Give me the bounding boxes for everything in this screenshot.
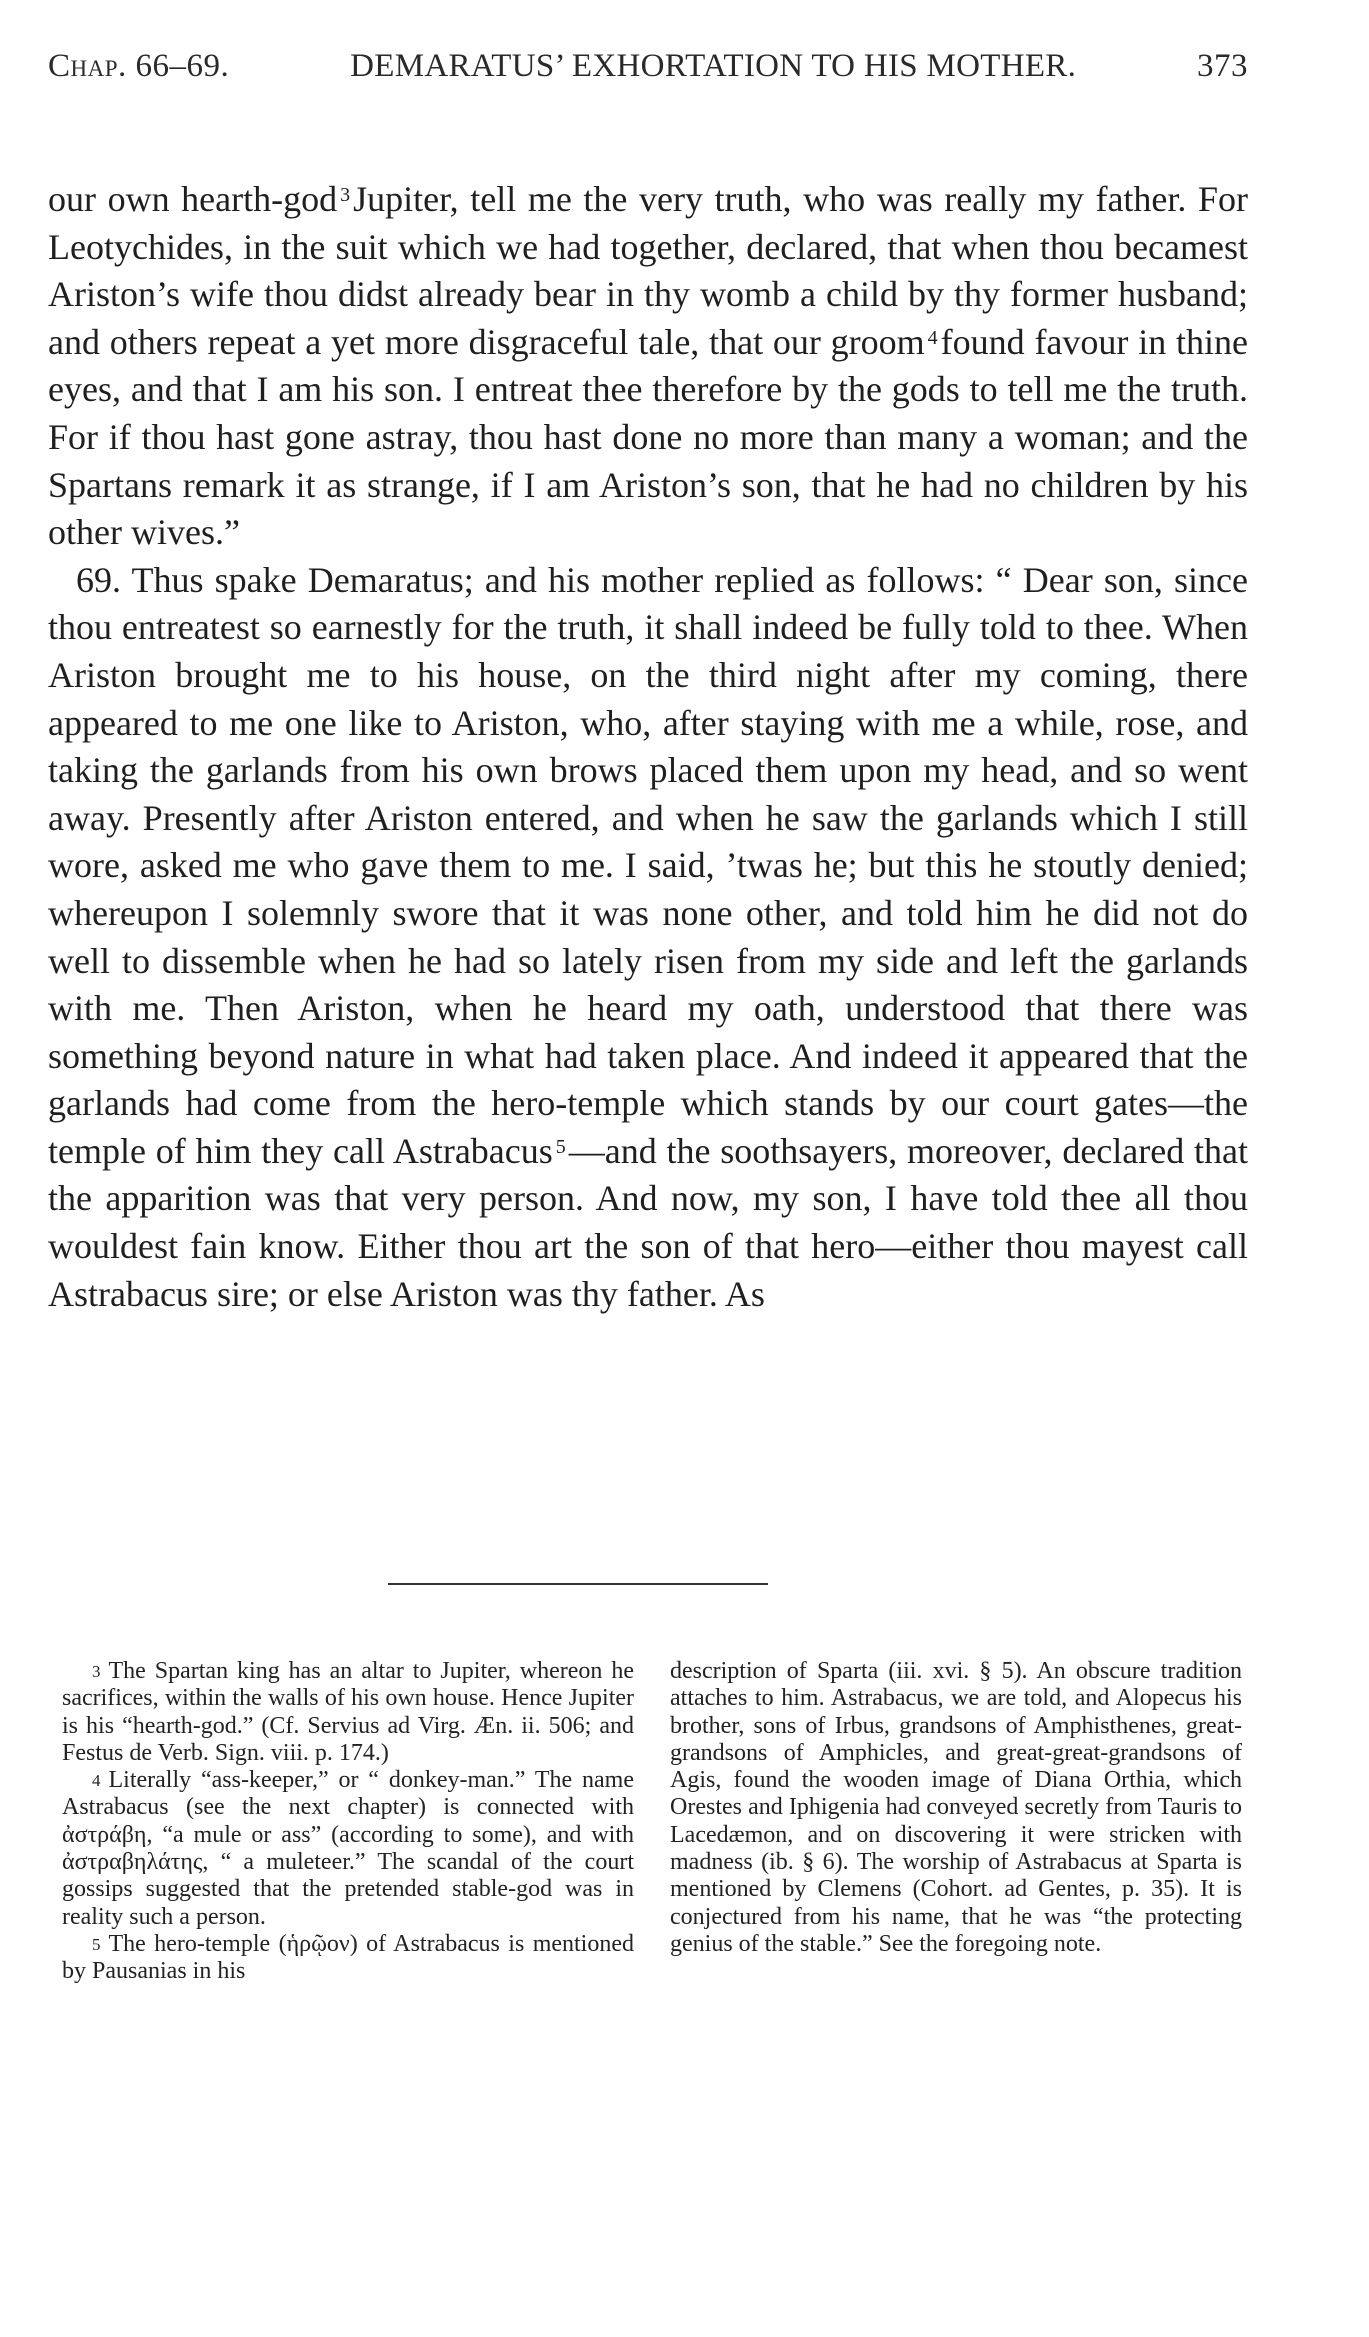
footnote-number: 3 — [92, 1662, 101, 1681]
footnote-ref-4: 4 — [927, 326, 938, 349]
text-run: —and the soothsayers, moreover, declared that the apparition was that very person. And now, my son, I have told thee all thou wouldest fain know. Either thou art the son of that hero—either thou mayest call Astrabacus sire; or else Ariston was thy father. As — [48, 1130, 1248, 1314]
text-run: Jupiter, tell me the very truth, who was really my father. For Leotychides, in the suit which we had together, declared, that when thou becamest Ariston’s wife thou didst already bear in thy womb a child by thy former husband; and others repeat a yet more disgraceful tale, that our groom — [48, 179, 1249, 362]
footnote-ref-3: 3 — [340, 184, 351, 206]
footnotes-right-column — [670, 1658, 1242, 1986]
footnote-text: The hero-temple (ἡρῷον) of Astrabacus is mentioned by Pausanias in his — [62, 1930, 634, 1985]
running-title: DEMARATUS’ EXHORTATION TO HIS MOTHER. — [350, 48, 1077, 84]
footnotes — [62, 1658, 1242, 1986]
text-run: 69. Thus spake Demaratus; and his mother replied as follows: “ Dear son, since thou entreatest so earnestly for the truth, it shall indeed be fully told to thee. When Ariston brought me to his house, on the third night after my coming, there appeared to me one like to Ariston, who, after staying with me a while, rose, and taking the garlands from his own brows placed them upon my head, and so went away. Presently after Ariston entered, and when he saw the garlands which I still wore, asked me who gave them to me. I said, ’twas he; but this he stoutly denied; whereupon I solemnly swore that it was none other, and told him he did not do well to dissemble when he had so lately risen from my side and left the garlands with me. Then Ariston, when he heard my oath, understood that there was something beyond nature in what had taken place. And indeed it appeared that the garlands had come from the hero-temple which stands by our court gates—the temple of him they call Astrabacus — [48, 559, 1248, 1171]
footnote-4 — [62, 1767, 634, 1931]
paragraph-69 — [48, 557, 1248, 1319]
footnote-number: 5 — [92, 1934, 101, 1954]
footnote-text: The Spartan king has an altar to Jupiter, whereon he sacrifices, within the walls of his own house. Hence Jupiter is his “hearth-god.” (Cf. Servius ad Virg. Æn. ii. 506; and Festus de Verb. Sign. viii. p. 174.) — [62, 1658, 634, 1766]
text-run: found favour in thine eyes, and that I am his son. I entreat thee therefore by the gods to tell me the truth. For if thou hast gone astray, thou hast done no more than many a woman; and the Spartans remark it as strange, if I am Ariston’s son, that he had no children by his other wives.” — [48, 321, 1248, 553]
running-head — [48, 40, 1248, 92]
footnote-5-continued: description of Sparta (iii. xvi. § 5). An obscure tradition attaches to him. Astrabacus, we are told, and Alopecus his brother, sons of Irbus, grandsons of Amphisthenes, great-grandsons of Amphicles, and great-great-grandsons of Agis, found the wooden image of Diana Orthia, which Orestes and Iphigenia had conveyed secretly from Tauris to Lacedæmon, and on discovering it were stricken with madness (ib. § 6). The worship of Astrabacus at Sparta is mentioned by Clemens (Cohort. ad Gentes, p. 35). It is conjectured from his name, that he was “the protecting genius of the stable.” See the foregoing note. — [670, 1658, 1242, 1957]
main-text — [48, 176, 1248, 1318]
chapter-label: Chap. 66–69. — [48, 48, 230, 84]
footnote-5 — [62, 1931, 634, 1986]
page — [48, 40, 1248, 1318]
footnote-number: 4 — [92, 1771, 101, 1791]
footnote-divider — [388, 1583, 768, 1585]
text-run: our own hearth-god — [48, 179, 338, 219]
page-number: 373 — [1197, 48, 1248, 84]
footnote-text: Literally “ass-keeper,” or “ donkey-man.” The name Astrabacus (see the next chapter) is connected with ἀστράβη, “a mule or ass” (according to some), and with ἀστραβηλάτης, “ a muleteer.” The scandal of the court gossips suggested that the pretended stable-god was in reality such a person. — [62, 1767, 634, 1930]
footnote-ref-5: 5 — [555, 1135, 566, 1158]
paragraph-continued — [48, 176, 1248, 557]
footnotes-left-column — [62, 1658, 634, 1986]
footnote-3 — [62, 1658, 634, 1767]
